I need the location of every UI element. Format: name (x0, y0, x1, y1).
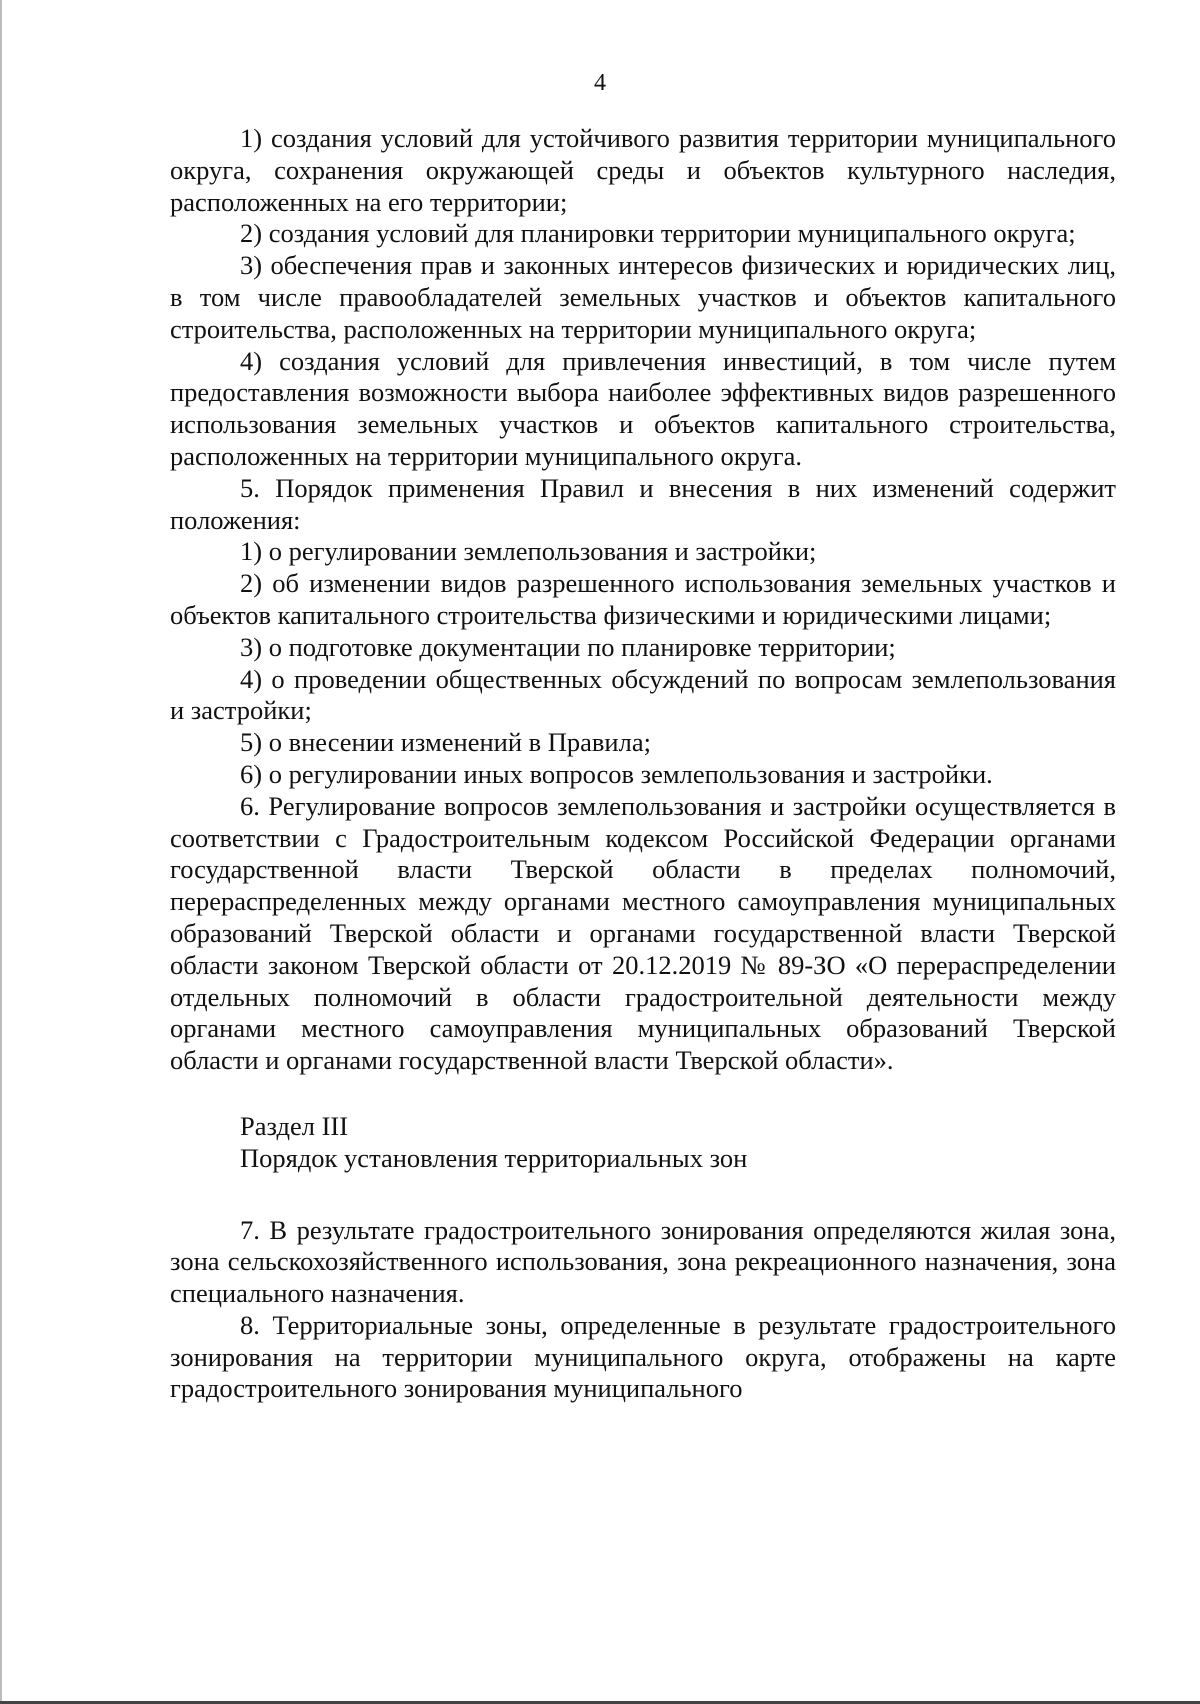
paragraph-item-7: 7. В результате градостроительного зонирования определяются жилая зона, зона сельскохозяйственного использования, зона рекреационного назначения, зона специального назначения. (170, 1214, 1116, 1309)
scan-edge-left (0, 0, 2, 1704)
paragraph-goal-3: 3) обеспечения прав и законных интересов физических и юридических лиц, в том числе правообладателей земельных участков и объектов капитального строительства, расположенных на территории муниципального округа; (170, 250, 1116, 344)
section-number: Раздел III (240, 1110, 349, 1141)
section-title: Порядок установления территориальных зон (240, 1142, 748, 1173)
paragraph-item-8: 8. Территориальные зоны, определенные в результате градостроительного зонирования на территории муниципального округа, отображены на карте градостроительного зонирования муниципального (170, 1309, 1116, 1404)
paragraph-goal-2: 2) создания условий для планировки территории муниципального округа; (240, 218, 1076, 249)
paragraph-provision-3: 3) о подготовке документации по планировке территории; (240, 631, 896, 662)
paragraph-item-5: 5. Порядок применения Правил и внесения в них изменений содержит положения: (170, 472, 1116, 535)
page-number: 4 (594, 70, 606, 96)
paragraph-provision-2: 2) об изменении видов разрешенного использования земельных участков и объектов капитального строительства физическими и юридическими лицами; (170, 568, 1116, 630)
paragraph-provision-1: 1) о регулировании землепользования и застройки; (240, 536, 817, 567)
paragraph-goal-4: 4) создания условий для привлечения инвестиций, в том числе путем предоставления возможности выбора наиболее эффективных видов разрешенного использования земельных участков и объектов капитального строительства, расположенных на территории муниципального округа. (170, 345, 1116, 471)
paragraph-provision-6: 6) о регулировании иных вопросов землепользования и застройки. (240, 758, 993, 789)
paragraph-provision-4: 4) о проведении общественных обсуждений по вопросам землепользования и застройки; (170, 663, 1116, 726)
paragraph-provision-5: 5) о внесении изменений в Правила; (240, 727, 651, 758)
document-body (170, 123, 1116, 1405)
paragraph-goal-1: 1) создания условий для устойчивого развития территории муниципального округа, сохранения окружающей среды и объектов культурного наследия, расположенных на его территории; (170, 123, 1116, 217)
paragraph-item-6: 6. Регулирование вопросов землепользования и застройки осуществляется в соответствии с Градостроительным кодексом Российской Федерации органами государственной власти Тверской области в пределах полномочий, перераспределенных между органами местного самоуправления муниципальных образований Тверской области и органами государственной власти Тверской области законом Тверской области от 20.12.2019 № 89-ЗО «О перераспределении отдельных полномочий в области градостроительной деятельности между органами местного самоуправления муниципальных образований Тверской области и органами государственной власти Тверской области». (170, 790, 1116, 1076)
